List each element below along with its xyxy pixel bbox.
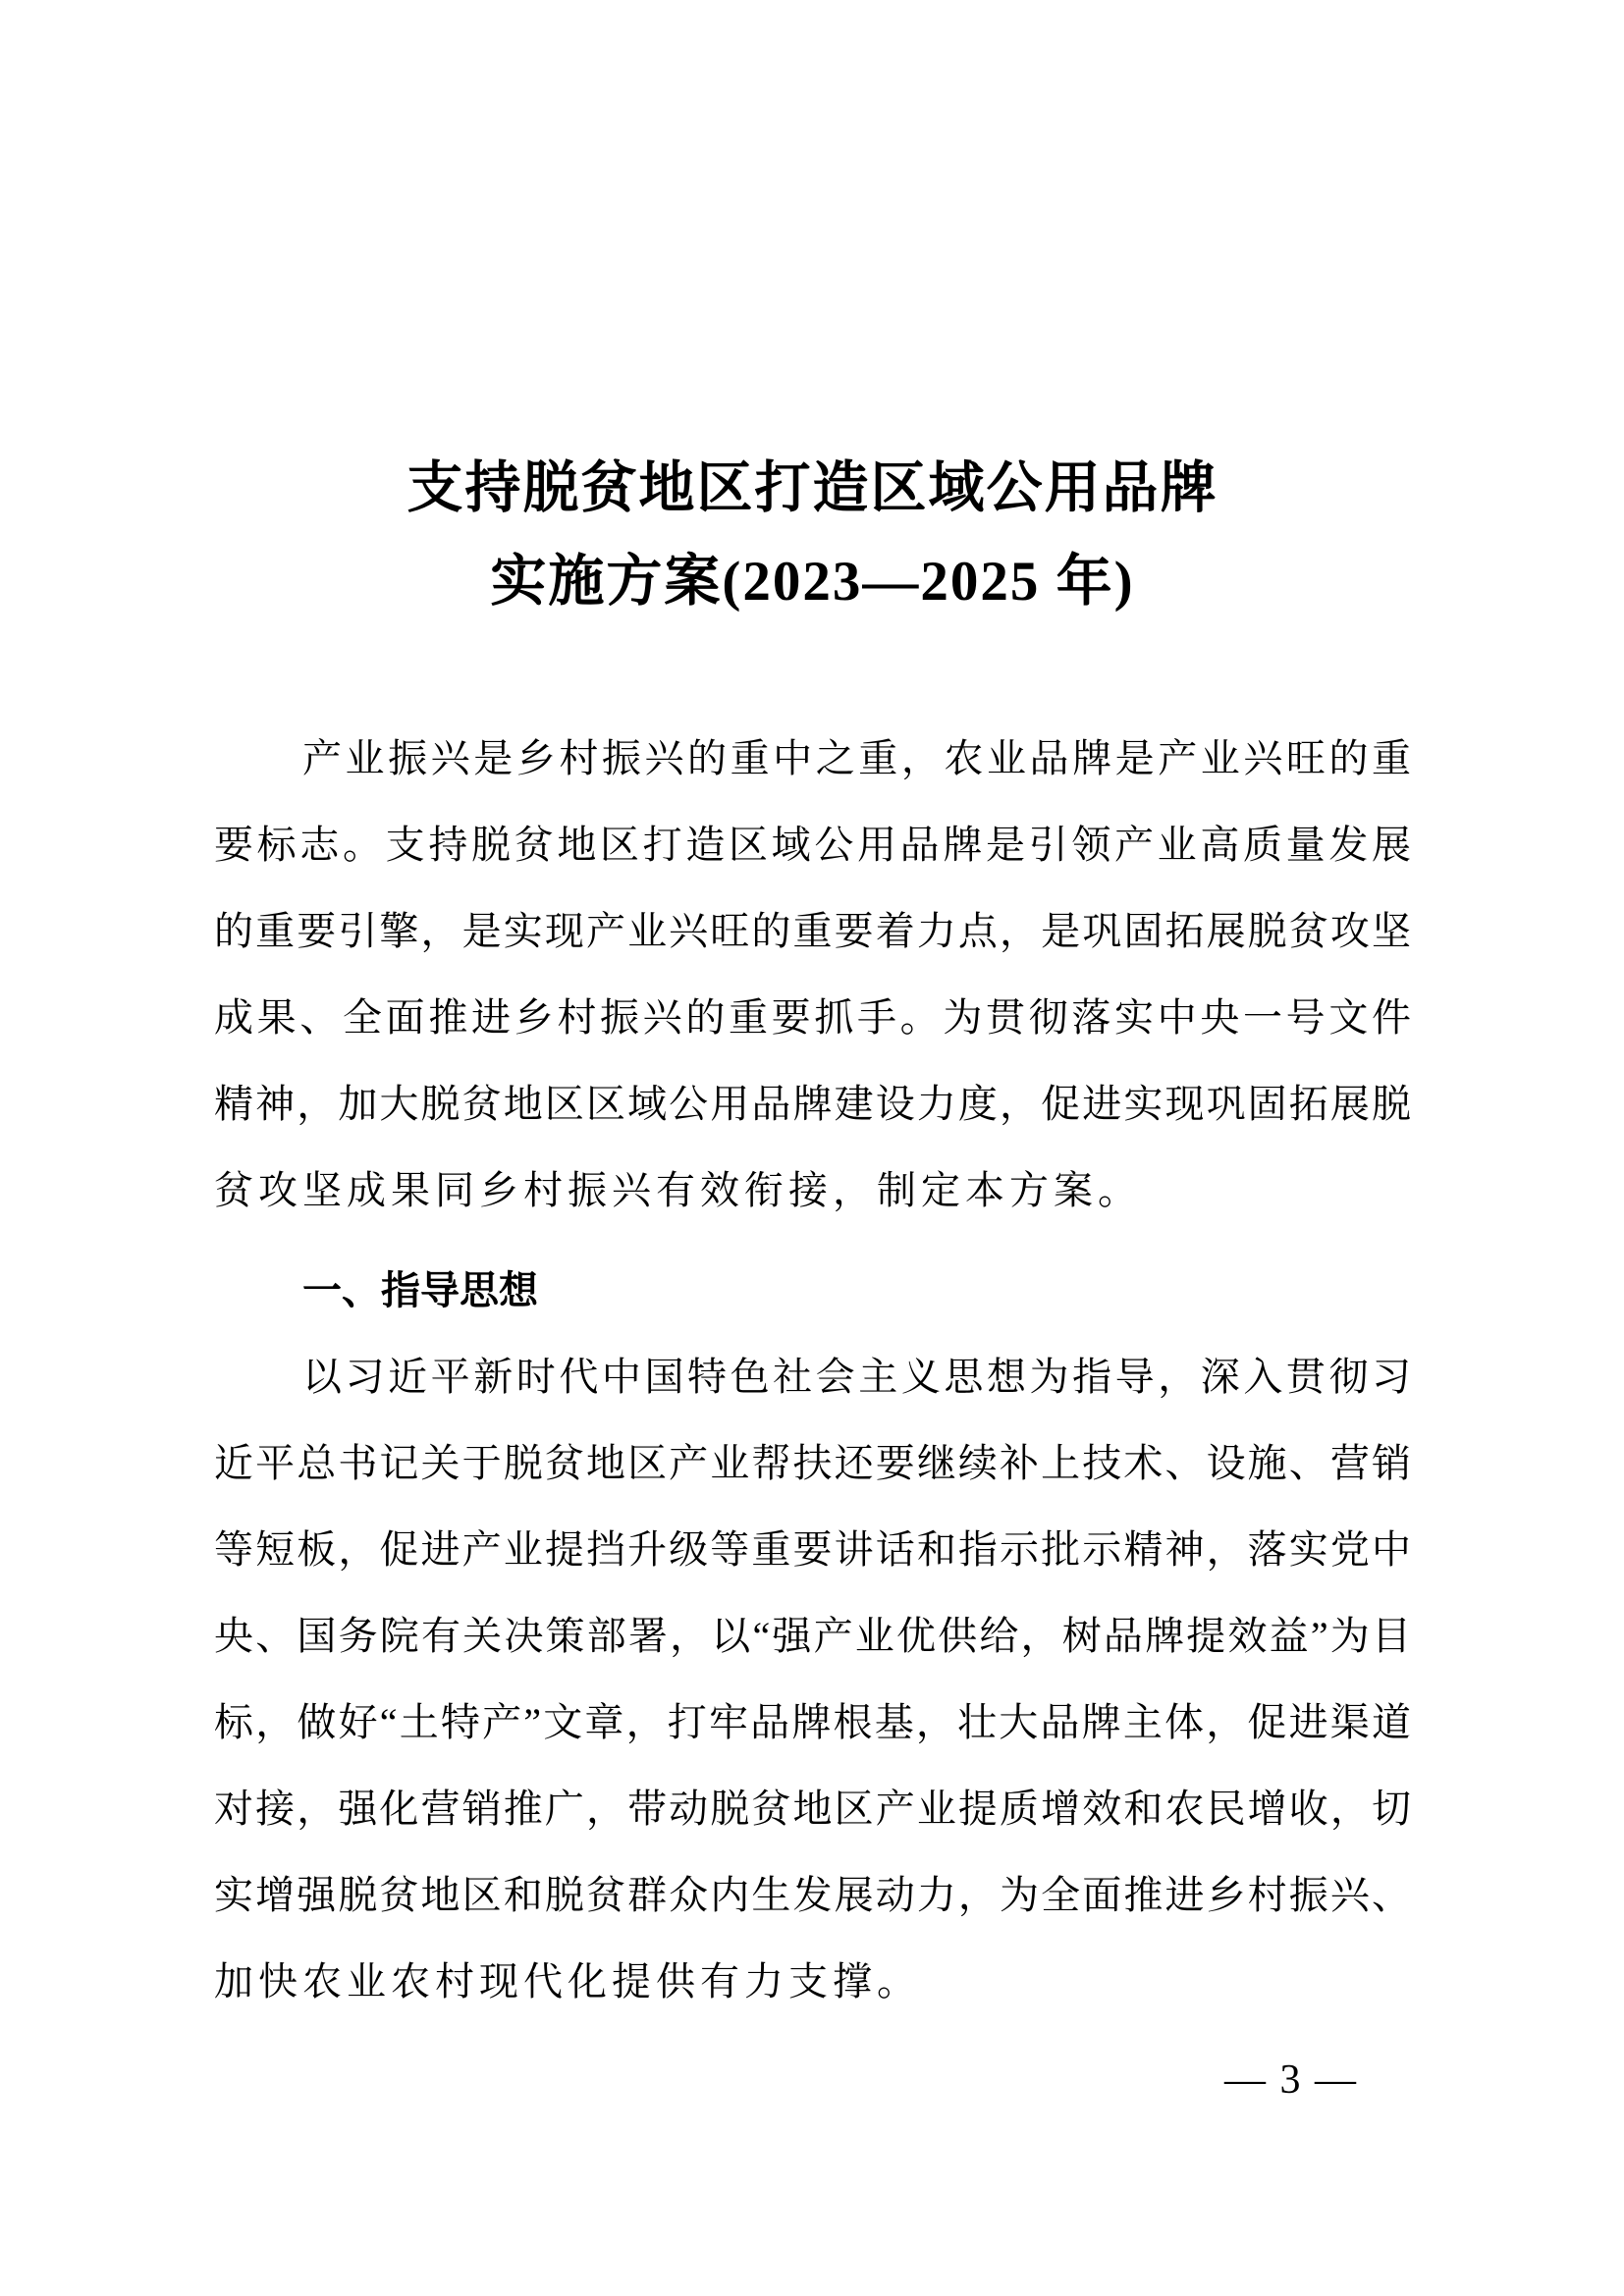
- document-title: [214, 442, 1411, 628]
- paragraph-line: 实增强脱贫地区和脱贫群众内生发展动力，为全面推进乡村振兴、: [214, 1873, 1411, 1917]
- paragraph-1: [214, 716, 1411, 1234]
- paragraph-line: 等短板，促进产业提挡升级等重要讲话和指示批示精神，落实党中: [214, 1527, 1411, 1572]
- paragraph-line: 加快农业农村现代化提供有力支撑。: [214, 1959, 921, 2003]
- paragraph-line: 央、国务院有关决策部署，以“强产业优供给，树品牌提效益”为目: [214, 1614, 1411, 1658]
- document-body: [214, 716, 1411, 2025]
- section-heading-1: 一、指导思想: [302, 1269, 538, 1312]
- paragraph-line: 要标志。支持脱贫地区打造区域公用品牌是引领产业高质量发展: [214, 823, 1411, 867]
- paragraph-line: 近平总书记关于脱贫地区产业帮扶还要继续补上技术、设施、营销: [214, 1441, 1411, 1485]
- paragraph-line: 精神，加大脱贫地区区域公用品牌建设力度，促进实现巩固拓展脱: [214, 1082, 1411, 1126]
- document-title-line-2: 实施方案(2023—2025 年): [490, 551, 1135, 613]
- paragraph-line: 以习近平新时代中国特色社会主义思想为指导，深入贯彻习: [302, 1355, 1411, 1399]
- paragraph-line: 的重要引擎，是实现产业兴旺的重要着力点，是巩固拓展脱贫攻坚: [214, 909, 1411, 953]
- paragraph-line: 成果、全面推进乡村振兴的重要抓手。为贯彻落实中央一号文件: [214, 995, 1411, 1040]
- paragraph-line: 对接，强化营销推广，带动脱贫地区产业提质增效和农民增收，切: [214, 1787, 1411, 1831]
- paragraph-2: [214, 1334, 1411, 2025]
- paragraph-line: 标，做好“土特产”文章，打牢品牌根基，壮大品牌主体，促进渠道: [214, 1700, 1411, 1744]
- paragraph-line: 贫攻坚成果同乡村振兴有效衔接，制定本方案。: [214, 1168, 1142, 1212]
- page-number: — 3 —: [1224, 2057, 1358, 2103]
- document-title-line-1: 支持脱贫地区打造区域公用品牌: [406, 457, 1218, 519]
- paragraph-line: 产业振兴是乡村振兴的重中之重，农业品牌是产业兴旺的重: [302, 736, 1411, 780]
